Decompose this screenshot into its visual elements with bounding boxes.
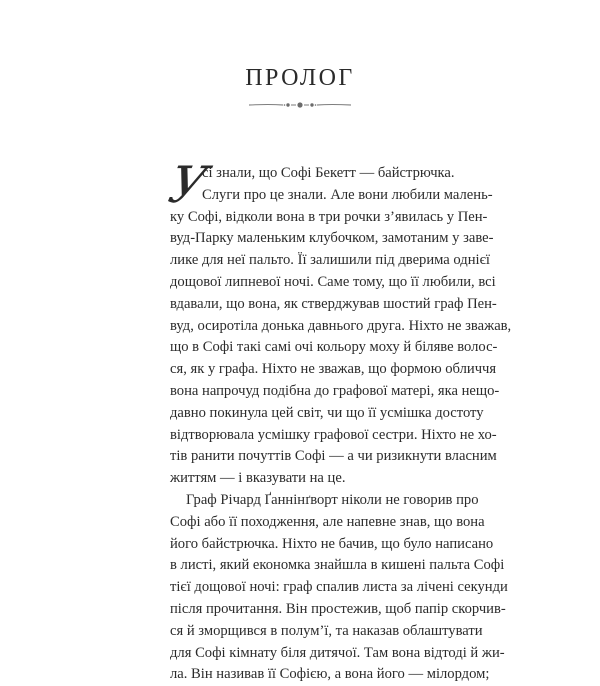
text-line: що в Софі такі самі очі кольору моху й біляве волос-: [170, 339, 498, 356]
text-line: ла. Він називав її Софією, а вона його — мілордом;: [170, 666, 490, 683]
text-line: для Софі кімнату біля дитячої. Там вона відтоді й жи-: [170, 644, 505, 661]
text-line: вона напрочуд подібна до графової матері, яка нещо-: [170, 382, 500, 399]
paragraph-2: [170, 490, 508, 686]
text-line: дощової липневої ночі. Саме тому, що її любили, всі: [170, 273, 496, 290]
text-line: ся й зморщився в полум’ї, та наказав облаштувати: [170, 622, 483, 639]
paragraph-1: [170, 163, 512, 490]
chapter-title: ПРОЛОГ: [245, 65, 355, 91]
body-text: [170, 163, 512, 686]
text-line: лике для неї пальто. Її залишили під дверима однієї: [170, 252, 490, 269]
text-line: його байстрючка. Ніхто не бачив, що було написано: [170, 535, 494, 552]
text-line: Граф Річард Ґаннінґворт ніколи не говорив про: [186, 491, 479, 508]
text-line: Слуги про це знали. Але вони любили малень-: [202, 186, 493, 203]
divider-ornament-icon: [249, 100, 351, 110]
text-line: ся, як у графа. Ніхто не зважав, що формою обличчя: [170, 361, 497, 378]
text-line: ку Софі, відколи вона в три рочки з’явилась у Пен-: [170, 208, 488, 225]
text-line: тієї дощової ночі: граф спалив листа за лічені секунди: [170, 579, 508, 596]
text-line: життям — і вказувати на це.: [170, 470, 346, 487]
drop-cap: У: [163, 156, 213, 214]
text-line: сі знали, що Софі Бекетт — байстрючка.: [202, 165, 455, 181]
text-line: давно покинула цей світ, чи що її усмішка достоту: [170, 404, 484, 421]
text-line: Софі або її походження, але напевне знав, що вона: [170, 513, 485, 530]
text-line: в листі, який економка знайшла в кишені пальта Софі: [170, 557, 505, 574]
text-line: після прочитання. Він простежив, щоб папір скорчив-: [170, 600, 506, 617]
text-line: вдавали, що вона, як стверджував шостий граф Пен-: [170, 295, 497, 312]
text-line: тів ранити почуттів Софі — а чи ризикнути власним: [170, 448, 497, 465]
text-line: відтворювала усмішку графової сестри. Ніхто не хо-: [170, 426, 497, 443]
text-line: вуд-Парку маленьким клубочком, замотаним у заве-: [170, 230, 494, 247]
text-line: вуд, осиротіла донька давнього друга. Ніхто не зважав,: [170, 317, 512, 334]
